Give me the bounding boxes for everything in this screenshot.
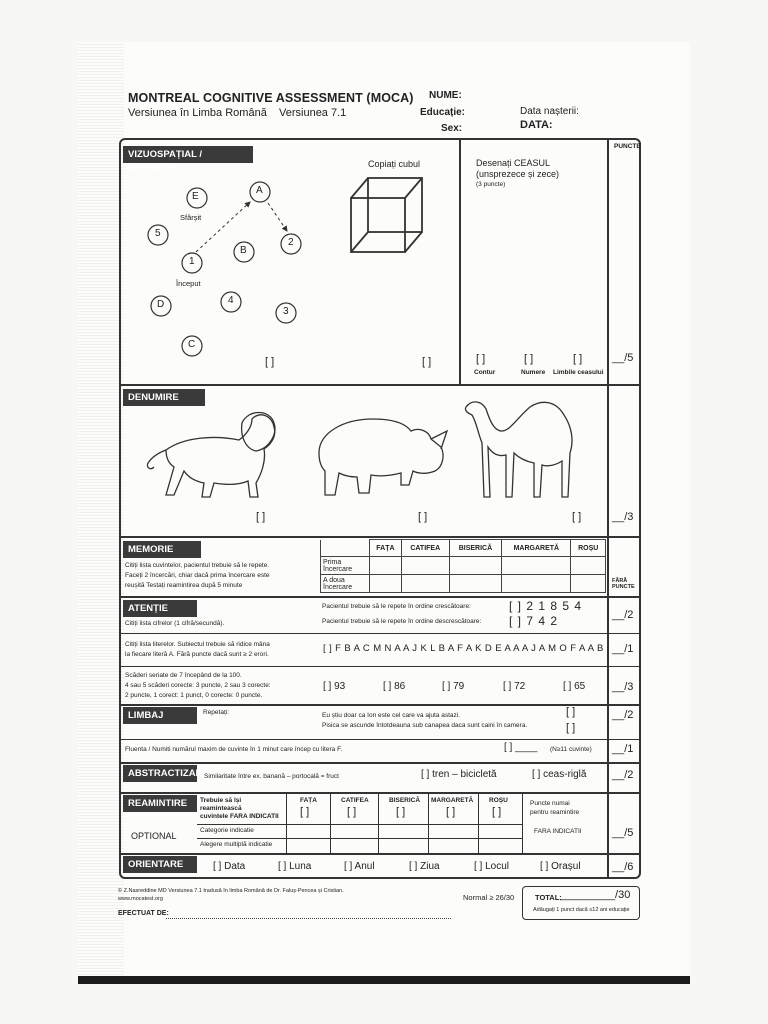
lion-drawing [144, 405, 276, 501]
fluency-box[interactable]: [ ] ____ [504, 742, 538, 753]
cube-score-box[interactable]: [ ] [422, 356, 432, 368]
date-label: DATA: [520, 119, 553, 131]
trail-label-2: 2 [288, 237, 294, 248]
recall-optional: OPTIONAL [131, 831, 177, 841]
letters-score[interactable]: __/1 [612, 643, 634, 655]
row-divider [119, 596, 641, 598]
naming-camel-box[interactable]: [ ] [572, 511, 582, 523]
memory-cell[interactable] [449, 557, 502, 575]
fluency-instruction: Fluenta / Numiti numărul maxim de cuvinte în 1 minut care încep cu litera F. [125, 746, 343, 753]
orientation-city[interactable]: [ ] Orașul [540, 861, 581, 872]
clock-points: (3 puncte) [476, 181, 506, 188]
row-divider [119, 792, 641, 794]
clock-title: Desenați CEASUL [476, 158, 551, 168]
recall-word-daisy: MARGARETĂ [431, 797, 474, 804]
serial-79[interactable]: [ ] 79 [442, 681, 465, 692]
recall-note-2: pentru reamintire [530, 809, 580, 816]
naming-rhino-box[interactable]: [ ] [418, 511, 428, 523]
birthdate-label: Data nașterii: [520, 106, 579, 117]
recall-word-church: BISERICĂ [389, 797, 421, 804]
serial-score[interactable]: __/3 [612, 681, 634, 693]
serial-86[interactable]: [ ] 86 [383, 681, 406, 692]
form-title: MONTREAL COGNITIVE ASSESSMENT (MOCA) [128, 91, 414, 105]
abstraction-band: ABSTRACTIZARE [123, 765, 197, 782]
total-label: TOTAL: [535, 893, 562, 902]
trail-start-label: Început [176, 279, 201, 288]
recall-word-velvet: CATIFEA [341, 797, 369, 804]
recall-note-1: Puncte numai [530, 800, 570, 807]
recall-multiple-choice: Alegere multiplă indicatie [200, 841, 273, 848]
serial-instruction-2: 4 sau 5 scăderi corecte: 3 puncte, 2 sau 3 corecte: [125, 682, 271, 689]
recall-divider [286, 793, 287, 853]
clock-numbers-box[interactable]: [ ] [524, 353, 534, 365]
backward-instruction: Pacientul trebuie să le repete în ordine descrescătoare: [322, 618, 482, 625]
trail-label-a: A [256, 185, 263, 196]
trail-end-label: Sfârșit [180, 213, 202, 222]
orientation-place[interactable]: [ ] Locul [474, 861, 510, 872]
trail-label-1: 1 [189, 256, 195, 267]
memory-instruction-2: Faceți 2 încercări, chiar dacă prima încercare este [125, 572, 270, 579]
recall-instruction-1: Trebuie să își [200, 797, 242, 804]
memory-cell[interactable] [370, 557, 402, 575]
letters-instruction-1: Citiți lista literelor. Subiectul trebuie să ridice mâna [125, 641, 270, 648]
memory-cell[interactable] [571, 575, 606, 593]
total-score[interactable]: _________/30 [560, 889, 631, 901]
clock-hands-box[interactable]: [ ] [573, 353, 583, 365]
memory-cell[interactable] [370, 575, 402, 593]
serial-instruction-1: Scăderi seriate de 7 începând de la 100. [125, 672, 242, 679]
recall-box-red[interactable]: [ ] [492, 806, 502, 818]
memory-trial-1-label: Prima încercare [321, 557, 370, 575]
memory-no-points [612, 578, 635, 590]
orientation-date[interactable]: [ ] Data [213, 861, 246, 872]
recall-divider [478, 793, 479, 853]
recall-box-face[interactable]: [ ] [300, 806, 310, 818]
memory-word-daisy: MARGARETĂ [502, 540, 571, 557]
trail-label-d: D [157, 299, 165, 310]
clock-numbers-label: Numere [521, 369, 546, 376]
naming-lion-box[interactable]: [ ] [256, 511, 266, 523]
clock-divider [459, 140, 461, 384]
memory-word-velvet: CATIFEA [401, 540, 449, 557]
trail-label-c: C [188, 339, 196, 350]
row-divider [119, 384, 641, 386]
abstraction-instruction: Similaritate între ex. banană – portocală = fruct [204, 773, 339, 780]
language-band: LIMBAJ [123, 707, 197, 724]
form-language: Versiunea în Limba Română [128, 107, 267, 119]
cube-label: Copiați cubul [368, 159, 421, 169]
recall-divider [522, 793, 523, 853]
clock-subtitle: (unsprezece și zece) [476, 169, 560, 179]
normal-threshold: Normal ≥ 26/30 [463, 893, 515, 902]
rhino-drawing [313, 413, 449, 501]
abstraction-train-bike[interactable]: [ ] tren – bicicletă [421, 769, 497, 780]
scan-border [78, 976, 690, 984]
recall-box-velvet[interactable]: [ ] [347, 806, 357, 818]
form-version: Versiunea 7.1 [279, 107, 347, 119]
serial-65[interactable]: [ ] 65 [563, 681, 586, 692]
memory-no-points-1: FĂRĂ [612, 578, 628, 584]
copyright: © Z.Nasreddine MD Versiunea 7.1 tradusă în limba Română de Dr. Faluș-Pencea și Cristian. [118, 888, 344, 894]
done-by-label: EFECTUAT DE: [118, 910, 169, 917]
recall-box-church[interactable]: [ ] [396, 806, 406, 818]
row-divider [119, 633, 641, 634]
name-label: NUME: [429, 90, 462, 101]
trail-label-4: 4 [228, 295, 234, 306]
education-note: Adăugați 1 punct dacă ≤12 ani educație [533, 907, 630, 913]
row-divider [119, 666, 641, 667]
recall-row-divider [197, 824, 522, 825]
forward-instruction: Pacientul trebuie să le repete în ordine crescătoare: [322, 603, 471, 610]
sentence-2: Pisica se ascunde întotdeauna sub canapea daca sunt caini în camera. [322, 722, 528, 729]
recall-divider [428, 793, 429, 853]
naming-band: DENUMIRE [123, 389, 205, 406]
visuospatial-band: VIZUOSPAȚIAL / EXECUTIV [123, 146, 253, 163]
visuospatial-score[interactable]: __/5 [612, 352, 634, 364]
trail-score-box[interactable]: [ ] [265, 356, 275, 368]
row-divider [119, 739, 641, 740]
trail-label-b: B [240, 245, 247, 256]
recall-divider [378, 793, 379, 853]
memory-word-face: FAȚA [370, 540, 402, 557]
trail-label-3: 3 [283, 306, 289, 317]
recall-score[interactable]: __/5 [612, 827, 634, 839]
total-box [522, 886, 640, 920]
letters-instruction-2: la fiecare literă A. Fără puncte dacă sunt ≥ 2 erori. [125, 651, 269, 658]
row-divider [119, 853, 641, 855]
recall-divider [330, 793, 331, 853]
memory-word-church: BISERICĂ [449, 540, 502, 557]
serial-72[interactable]: [ ] 72 [503, 681, 526, 692]
memory-instruction-3: reușită Testați reamintirea după 5 minute [125, 582, 243, 589]
scan-edge [78, 42, 124, 980]
recall-category-cue: Categorie indicatie [200, 827, 254, 834]
digits-instruction: Citiți lista cifrelor (1 cifră/secundă). [125, 620, 225, 627]
memory-trial-2-label: A doua încercare [321, 575, 370, 593]
clock-contour-box[interactable]: [ ] [476, 353, 486, 365]
orientation-day[interactable]: [ ] Ziua [409, 861, 440, 872]
abstraction-watch-ruler[interactable]: [ ] ceas-riglă [532, 769, 587, 780]
letters-sequence[interactable]: [ ] F B A C M N A A J K L B A F A K D E A A A J A M O F A A B [323, 643, 604, 654]
cube-drawing [348, 174, 426, 256]
memory-word-red: ROȘU [571, 540, 606, 557]
repeat-score[interactable]: __/2 [612, 709, 634, 721]
memory-cell[interactable] [401, 575, 449, 593]
orientation-score[interactable]: __/6 [612, 861, 634, 873]
memory-cell[interactable] [449, 575, 502, 593]
memory-cell[interactable] [502, 557, 571, 575]
sentence-1-box[interactable]: [ ] [566, 706, 576, 718]
trail-label-5: 5 [155, 228, 161, 239]
recall-row-divider [197, 838, 522, 839]
memory-instruction-1: Citiți lista cuvintelor, pacientul trebuie să le repete. [125, 562, 270, 569]
fluency-score[interactable]: __/1 [612, 743, 634, 755]
memory-table [320, 539, 606, 593]
repeat-label: Repetați: [203, 709, 230, 716]
backward-sequence[interactable]: [ ] 7 4 2 [509, 614, 559, 628]
recall-box-daisy[interactable]: [ ] [446, 806, 456, 818]
row-divider [119, 762, 641, 764]
row-divider [119, 536, 641, 538]
serial-93[interactable]: [ ] 93 [323, 681, 346, 692]
memory-cell[interactable] [502, 575, 571, 593]
sentence-2-box[interactable]: [ ] [566, 722, 576, 734]
orientation-band: ORIENTARE [123, 856, 197, 873]
memory-cell[interactable] [571, 557, 606, 575]
digits-score[interactable]: __/2 [612, 609, 634, 621]
sex-label: Sex: [441, 123, 463, 134]
abstraction-score[interactable]: __/2 [612, 769, 634, 781]
clock-hands-label: Limbile ceasului [553, 369, 604, 376]
clock-contour-label: Contur [474, 369, 496, 376]
recall-instruction-2: reamintească [200, 805, 242, 812]
points-column-divider [607, 138, 609, 879]
recall-instruction-3: cuvintele FARA INDICATII [200, 813, 279, 820]
recall-word-face: FAȚA [300, 797, 317, 804]
row-divider [119, 704, 641, 706]
memory-cell[interactable] [401, 557, 449, 575]
education-label: Educație: [420, 107, 466, 118]
sentence-1: Eu știu doar ca Ion este cel care va ajuta astazi. [322, 712, 461, 719]
attention-band: ATENȚIE [123, 600, 197, 617]
serial-instruction-3: 2 puncte, 1 corect: 1 punct, 0 corecte: 0 puncte. [125, 692, 263, 699]
memory-band: MEMORIE [123, 541, 201, 558]
done-by-line[interactable] [166, 918, 451, 919]
points-header: PUNCTE [614, 143, 641, 150]
trail-label-e: E [192, 191, 199, 202]
orientation-year[interactable]: [ ] Anul [344, 861, 375, 872]
memory-no-points-2: PUNCTE [612, 584, 635, 590]
forward-sequence[interactable]: [ ] 2 1 8 5 4 [509, 599, 583, 613]
naming-score[interactable]: __/3 [612, 511, 634, 523]
moca-url[interactable]: www.mocatest.org [118, 896, 163, 902]
trail-making-test [140, 170, 320, 365]
recall-note-3: FARA INDICATII [534, 828, 582, 835]
fluency-note: (N≥11 cuvinte) [550, 746, 592, 753]
recall-word-red: ROȘU [489, 797, 508, 804]
camel-drawing [458, 397, 582, 501]
recall-band: REAMINTIRE [123, 795, 197, 812]
orientation-month[interactable]: [ ] Luna [278, 861, 312, 872]
